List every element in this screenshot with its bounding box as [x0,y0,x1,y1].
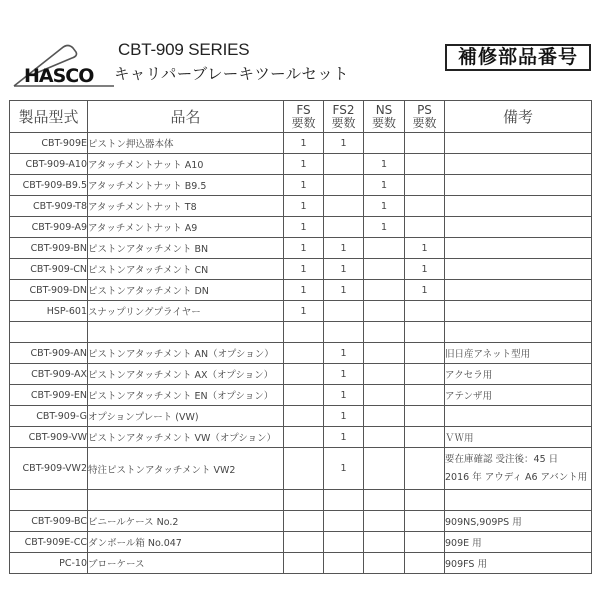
cell-ns: 1 [364,217,405,238]
cell-fs2: 1 [324,427,364,448]
cell-note: ＶＷ用 [445,427,592,448]
cell-note: 旧日産アネット型用 [445,343,592,364]
cell-fs [284,322,324,343]
cell-ns [364,364,405,385]
cell-ps [405,553,445,574]
cell-fs2 [324,553,364,574]
cell-note [445,238,592,259]
cell-fs [284,406,324,427]
cell-name: オプションプレート (VW) [88,406,284,427]
cell-name: アタッチメントナット T8 [88,196,284,217]
cell-fs2 [324,511,364,532]
cell-fs [284,427,324,448]
cell-name [88,490,284,511]
cell-note: 909FS 用 [445,553,592,574]
col-header-ns: NS 要数 [364,101,405,133]
table-row [10,259,592,280]
cell-model: CBT-909-T8 [10,196,88,217]
cell-fs: 1 [284,175,324,196]
cell-fs [284,490,324,511]
cell-note [445,280,592,301]
hasco-logo-icon [10,40,118,88]
cell-model: CBT-909-B9.5 [10,175,88,196]
table-row [10,511,592,532]
table-row [10,448,592,490]
cell-fs2 [324,532,364,553]
cell-fs: 1 [284,196,324,217]
cell-ns: 1 [364,196,405,217]
cell-ns [364,511,405,532]
cell-note: 909NS,909PS 用 [445,511,592,532]
table-row [10,238,592,259]
cell-fs: 1 [284,133,324,154]
cell-fs [284,448,324,490]
col-header-model: 製品型式 [10,101,88,133]
cell-ps [405,448,445,490]
cell-ns [364,385,405,406]
table-row [10,343,592,364]
cell-note [445,322,592,343]
cell-note: 909E 用 [445,532,592,553]
table-row [10,301,592,322]
cell-name [88,322,284,343]
cell-ns [364,238,405,259]
cell-ps [405,217,445,238]
series-title: CBT-909 SERIES [118,40,250,59]
col-header-note: 備考 [445,101,592,133]
cell-name: 特注ピストンアタッチメント VW2 [88,448,284,490]
cell-ns: 1 [364,175,405,196]
cell-name: ピストンアタッチメント DN [88,280,284,301]
cell-name: ビニールケース No.2 [88,511,284,532]
cell-ns [364,553,405,574]
parts-table [9,100,592,574]
cell-ns [364,133,405,154]
cell-model: CBT-909-A10 [10,154,88,175]
cell-fs: 1 [284,280,324,301]
cell-fs2: 1 [324,448,364,490]
cell-fs2: 1 [324,280,364,301]
col-header-name: 品名 [88,101,284,133]
cell-model: HSP-601 [10,301,88,322]
cell-fs2 [324,217,364,238]
cell-model: CBT-909-G [10,406,88,427]
cell-model: CBT-909-BC [10,511,88,532]
cell-model: PC-10 [10,553,88,574]
cell-name: ピストン押込器本体 [88,133,284,154]
cell-fs [284,385,324,406]
cell-ns [364,406,405,427]
cell-note [445,259,592,280]
cell-name: ピストンアタッチメント AX（オプション） [88,364,284,385]
col-header-fs2: FS2 要数 [324,101,364,133]
cell-name: アタッチメントナット A9 [88,217,284,238]
cell-ns: 1 [364,154,405,175]
cell-model: CBT-909-EN [10,385,88,406]
cell-fs: 1 [284,238,324,259]
parts-number-badge: 補修部品番号 [445,44,591,71]
cell-name: ピストンアタッチメント VW（オプション） [88,427,284,448]
cell-ps: 1 [405,238,445,259]
table-row [10,427,592,448]
cell-ps [405,427,445,448]
svg-text:HASCO: HASCO [24,65,94,87]
cell-ns [364,259,405,280]
cell-fs [284,343,324,364]
cell-note [445,154,592,175]
cell-fs2 [324,154,364,175]
product-name: キャリパーブレーキツールセット [114,65,349,83]
cell-ns [364,343,405,364]
cell-ps [405,301,445,322]
cell-ps [405,385,445,406]
cell-fs2: 1 [324,364,364,385]
cell-ps [405,322,445,343]
cell-ps: 1 [405,280,445,301]
cell-ps [405,175,445,196]
cell-note: アクセラ用 [445,364,592,385]
cell-model: CBT-909-AN [10,343,88,364]
cell-name: スナップリングプライヤー [88,301,284,322]
cell-ps [405,343,445,364]
cell-fs [284,511,324,532]
cell-fs2 [324,490,364,511]
cell-ns [364,301,405,322]
cell-name: アタッチメントナット A10 [88,154,284,175]
document-header [0,0,600,98]
table-row [10,364,592,385]
cell-ps: 1 [405,259,445,280]
cell-fs2: 1 [324,238,364,259]
cell-name: ピストンアタッチメント EN（オプション） [88,385,284,406]
cell-ps [405,133,445,154]
cell-fs: 1 [284,259,324,280]
cell-ps [405,196,445,217]
cell-ns [364,427,405,448]
table-row [10,532,592,553]
cell-name: ピストンアタッチメント CN [88,259,284,280]
cell-name: ピストンアタッチメント BN [88,238,284,259]
cell-model: CBT-909-BN [10,238,88,259]
cell-model: CBT-909-VW [10,427,88,448]
cell-ps [405,532,445,553]
cell-note [445,217,592,238]
cell-fs: 1 [284,217,324,238]
cell-ns [364,490,405,511]
cell-model: CBT-909-VW2 [10,448,88,490]
cell-fs2: 1 [324,406,364,427]
table-row [10,133,592,154]
cell-model: CBT-909-A9 [10,217,88,238]
cell-ps [405,490,445,511]
cell-fs2: 1 [324,343,364,364]
cell-note [445,406,592,427]
cell-fs2: 1 [324,385,364,406]
cell-model: CBT-909-DN [10,280,88,301]
table-row [10,385,592,406]
cell-ps [405,511,445,532]
table-row [10,322,592,343]
cell-fs2 [324,175,364,196]
cell-model [10,490,88,511]
cell-name: アタッチメントナット B9.5 [88,175,284,196]
table-header-row [10,101,592,133]
table-row [10,406,592,427]
cell-fs: 1 [284,301,324,322]
cell-note [445,196,592,217]
cell-name: ダンボール箱 No.047 [88,532,284,553]
cell-note: アテンザ用 [445,385,592,406]
cell-note [445,133,592,154]
cell-ns [364,322,405,343]
table-row [10,175,592,196]
cell-fs2 [324,196,364,217]
cell-fs [284,553,324,574]
table-row [10,154,592,175]
cell-note [445,490,592,511]
cell-ps [405,154,445,175]
cell-note: 要在庫確認 受注後：45 日 2016 年 アウディ A6 アバント用 [445,448,592,490]
cell-fs2: 1 [324,259,364,280]
cell-ns [364,448,405,490]
cell-fs2 [324,322,364,343]
col-header-ps: PS 要数 [405,101,445,133]
cell-model [10,322,88,343]
cell-ns [364,532,405,553]
cell-fs: 1 [284,154,324,175]
cell-name: ブローケース [88,553,284,574]
cell-note [445,175,592,196]
cell-name: ピストンアタッチメント AN（オプション） [88,343,284,364]
cell-model: CBT-909-CN [10,259,88,280]
cell-ps [405,406,445,427]
table-row [10,490,592,511]
cell-model: CBT-909E-CC [10,532,88,553]
cell-ns [364,280,405,301]
table-row [10,196,592,217]
cell-fs2: 1 [324,133,364,154]
cell-model: CBT-909-AX [10,364,88,385]
cell-ps [405,364,445,385]
table-row [10,280,592,301]
cell-fs2 [324,301,364,322]
cell-model: CBT-909E [10,133,88,154]
cell-fs [284,364,324,385]
table-row [10,553,592,574]
col-header-fs: FS 要数 [284,101,324,133]
table-row [10,217,592,238]
cell-fs [284,532,324,553]
cell-note [445,301,592,322]
